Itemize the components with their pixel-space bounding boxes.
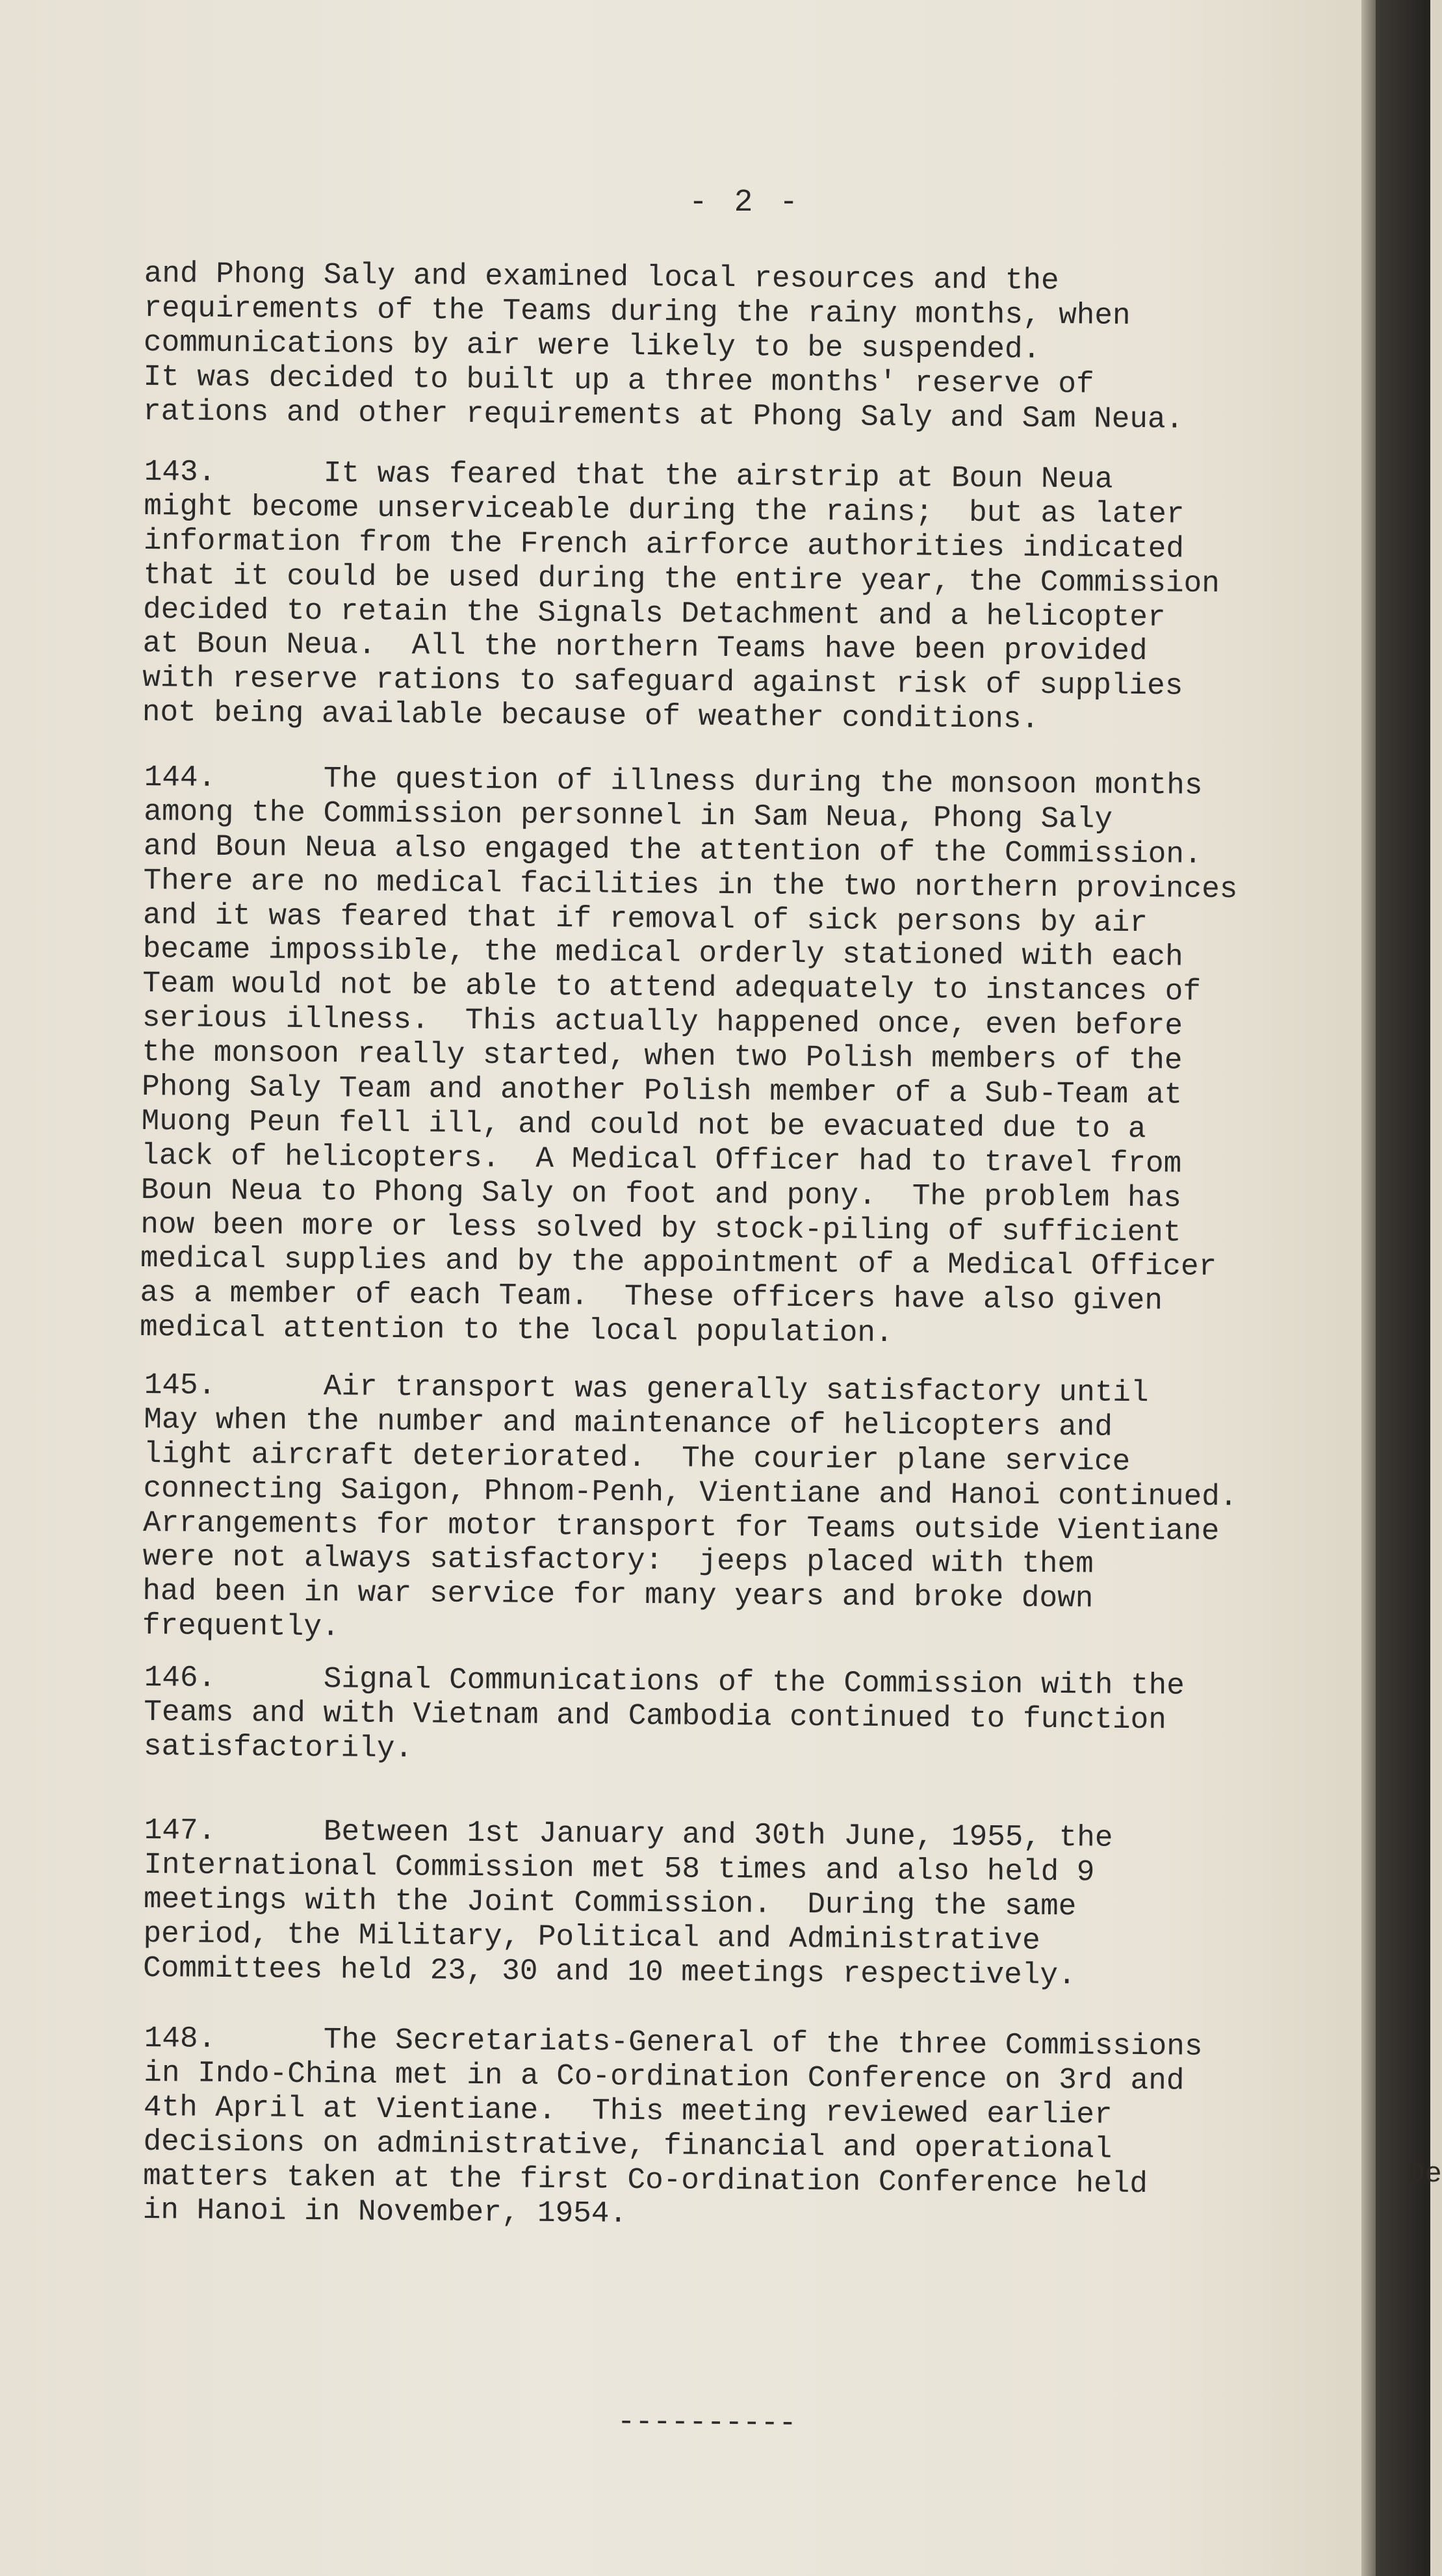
- paragraph-continuation: and Phong Saly and examined local resources and the requirements of the Teams during the rainy months, when communications by air were likely to be suspended. It was decided to built up a three months' reserve of rations and other requirements at Phong Saly and Sam Neua.: [142, 257, 1184, 437]
- paragraph-143: 143. It was feared that the airstrip at Boun Neua might become unserviceable during the rains; but as later information from the French airforce authorities indicated that it could be used during the entire year, the Commission decided to retain the Signals Detachment and a helicopter at Boun Neua. All the northern Teams have been provided with reserve rations to safeguard against risk of supplies not being available because of weather conditions.: [142, 455, 1220, 737]
- page-edge-shadow: [1361, 0, 1376, 2576]
- paragraph-147: 147. Between 1st January and 30th June, 1955, the International Commission met 58 times and also held 9 meetings with the Joint Commission. During the same period, the Military, Political and Administrative Committees held 23, 30 and 10 meetings respectively.: [142, 1814, 1113, 1992]
- paragraph-146: 146. Signal Communications of the Commission with the Teams and with Vietnam and Cambodia continued to function satisfactorily.: [143, 1661, 1185, 1766]
- paragraph-144: 144. The question of illness during the monsoon months among the Commission personnel in Sam Neua, Phong Saly and Boun Neua also engaged the attention of the Commission. There are no medical facilities in the two northern provinces and it was feared that if removal of sick persons by air became impossible, the medical orderly stationed with each Team would not be able to attend adequately to instances of serious illness. This actually happened once, even before the monsoon really started, when two Polish members of the Phong Saly Team and another Polish member of a Sub-Team at Muong Peun fell ill, and could not be evacuated due to a lack of helicopters. A Medical Officer had to travel from Boun Neua to Phong Saly on foot and pony. The problem has now been more or less solved by stock-piling of sufficient medical supplies and by the appointment of a Medical Officer as a member of each Team. These officers have also given medical attention to the local population.: [139, 761, 1238, 1351]
- margin-fragment: De: [1408, 2158, 1442, 2191]
- end-of-section-dashes: ----------: [617, 2405, 797, 2441]
- page-number: - 2 -: [689, 185, 803, 220]
- paragraph-148: 148. The Secretariats-General of the three Commissions in Indo-China met in a Co-ordination Conference on 3rd and 4th April at Vientiane. This meeting reviewed earlier decisions on administrative, financial and operational matters taken at the first Co-ordination Conference held in Hanoi in November, 1954.: [142, 2022, 1203, 2231]
- paragraph-145: 145. Air transport was generally satisfactory until May when the number and maintenance of helicopters and light aircraft deteriorated. The courier plane service connecting Saigon, Phnom-Penh, Vientiane and Hanoi continued. Arrangements for motor transport for Teams outside Vientiane were not always satisfactory: jeeps placed with them had been in war service for many years and broke down frequently.: [142, 1368, 1238, 1645]
